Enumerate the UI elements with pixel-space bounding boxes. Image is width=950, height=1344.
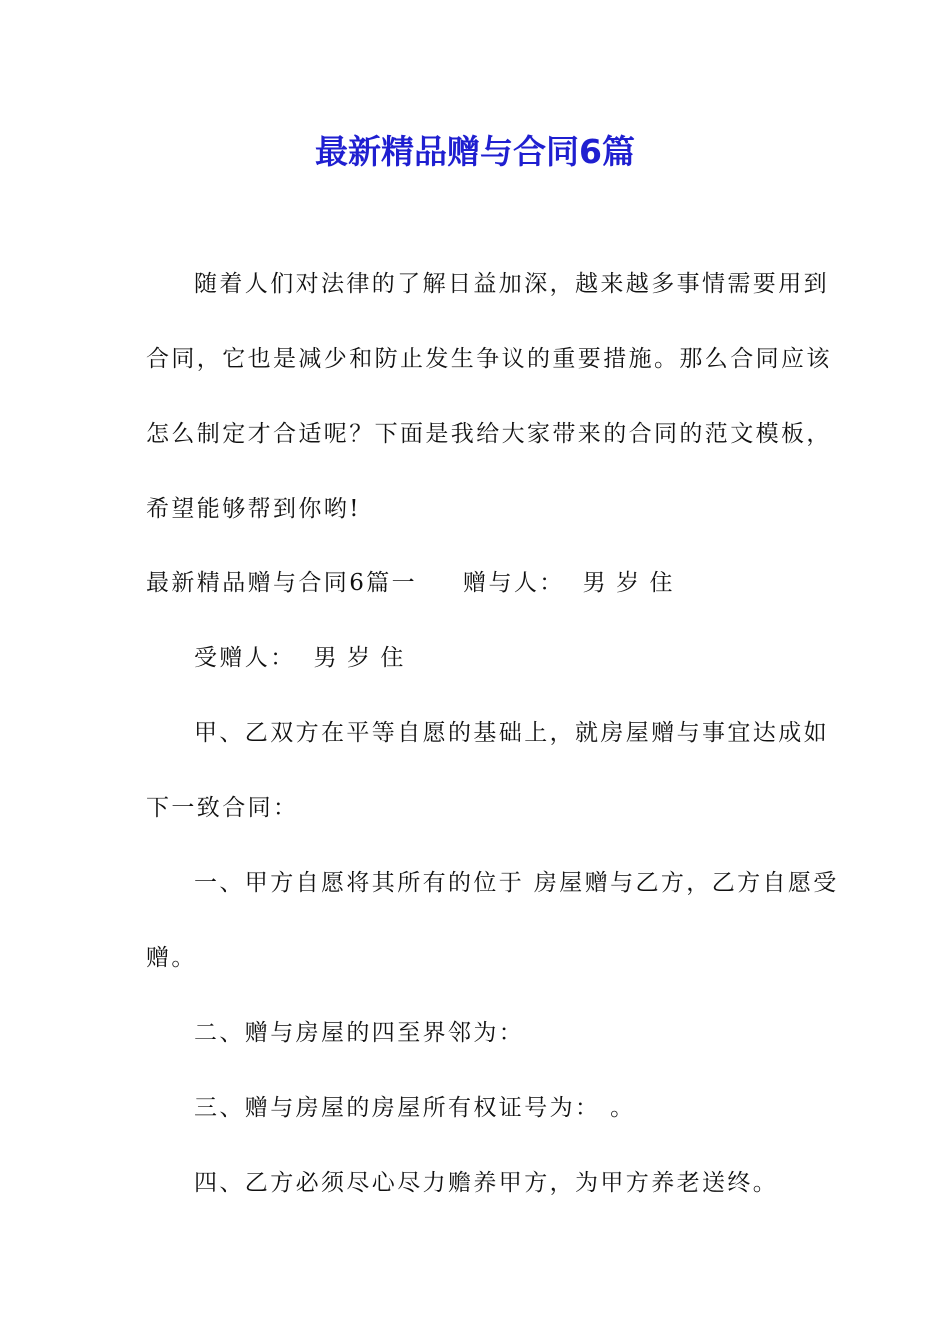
clause-1-line-1: 一、甲方自愿将其所有的位于 房屋赠与乙方，乙方自愿受 xyxy=(194,870,839,896)
clause-1-line-2: 赠。 xyxy=(146,945,197,971)
clause-4: 四、乙方必须尽心尽力赡养甲方，为甲方养老送终。 xyxy=(194,1170,779,1196)
donor-address: 住 xyxy=(649,570,675,596)
recipient-label: 受赠人： xyxy=(194,645,296,671)
document-title: 最新精品赠与合同6篇 xyxy=(315,132,635,171)
section-heading: 最新精品赠与合同6篇一 xyxy=(146,570,418,596)
agreement-line-1: 甲、乙双方在平等自愿的基础上，就房屋赠与事宜达成如 xyxy=(194,720,829,746)
donor-gender: 男 xyxy=(582,570,609,596)
clause-2: 二、赠与房屋的四至界邻为： xyxy=(194,1020,525,1046)
recipient-gender: 男 xyxy=(313,645,340,671)
agreement-line-2: 下一致合同： xyxy=(146,795,299,821)
section-heading-line xyxy=(146,567,810,599)
clause-3: 三、赠与房屋的房屋所有权证号为： 。 xyxy=(194,1095,636,1121)
intro-line-2: 合同，它也是减少和防止发生争议的重要措施。那么合同应该 xyxy=(146,346,832,372)
recipient-age: 岁 xyxy=(347,645,373,671)
intro-line-4: 希望能够帮到你哟! xyxy=(146,496,361,522)
donor-age: 岁 xyxy=(616,570,642,596)
donor-label: 赠与人： xyxy=(463,570,565,596)
recipient-line xyxy=(146,642,858,674)
recipient-address: 住 xyxy=(380,645,406,671)
intro-line-1: 随着人们对法律的了解日益加深，越来越多事情需要用到 xyxy=(194,271,829,297)
intro-line-3: 怎么制定才合适呢？下面是我给大家带来的合同的范文模板， xyxy=(146,421,832,447)
